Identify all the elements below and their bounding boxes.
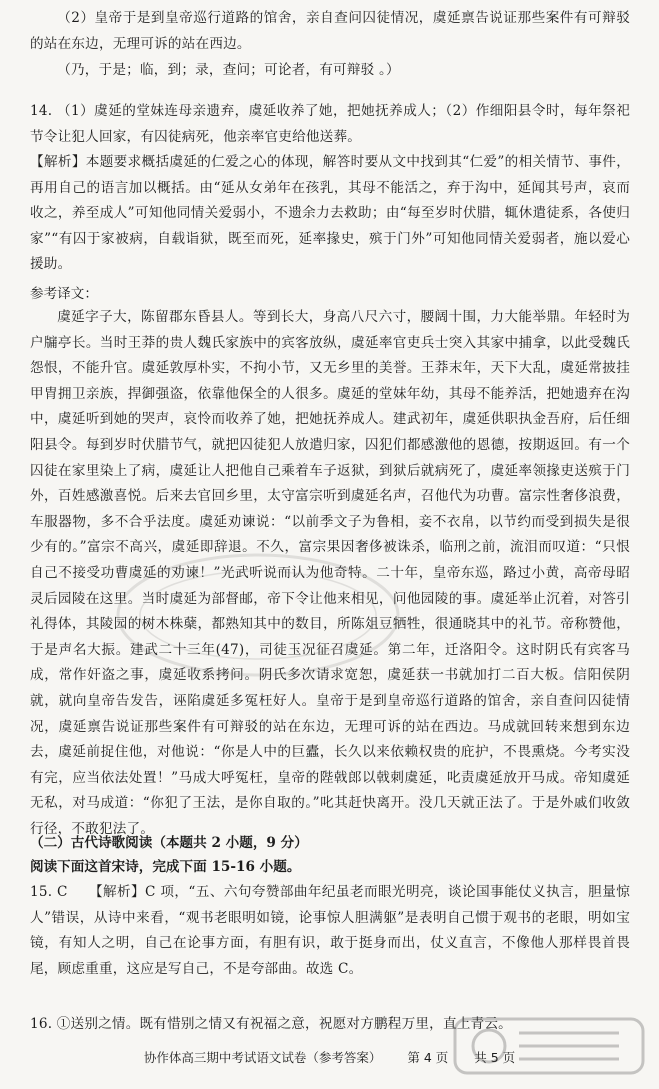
poetry-section-title: （二）古代诗歌阅读（本题共 2 小题，9 分） bbox=[30, 835, 308, 851]
q15-answer: 15. C 【解析】C 项，“五、六句夸赞部曲年纪虽老而眼光明亮，谈论国事能仗义执言，胆量惊人”错误，从诗中来看，“观书老眼明如镜，论事惊人胆满躯”是表明自己惯于观书的老眼，明如宝镜，有知人之明，自己在论事方面，有胆有识，敢于挺身而出，仗义直言，不像他人那样畏首畏尾，顾虑重重，这应是写自己，不是夸部曲。故选 C。 bbox=[30, 884, 630, 977]
q16-answer: 16. ①送别之情。既有惜别之情又有祝福之意，祝愿对方鹏程万里，直上青云。 bbox=[30, 1016, 512, 1032]
gloss-line: （乃，于是；临，到；录，查问；可论者，有可辩驳 。） bbox=[57, 62, 400, 78]
answer-line-2: （2）皇帝于是到皇帝巡行道路的馆舍，亲自查问囚徒情况，虞延禀告说证那些案件有可辩驳的站在东边，无理可诉的站在西边。 bbox=[30, 10, 630, 52]
translation-body: 虞延字子大，陈留郡东昏县人。等到长大，身高八尺六寸，腰阔十围，力大能举鼎。年轻时为户牖亭长。当时王莽的贵人魏氏家族中的宾客放纵，虞延率官吏兵士突入其家中捕拿，以此受魏氏怨恨，不能升官。虞延敦厚朴实，不拘小节，又无乡里的美誉。王莽末年，天下大乱，虞延常披挂甲胄拥卫亲族，捍御强盗，依靠他保全的人很多。虞延的堂妹年幼，其母不能养活，把她遗弃在沟中，虞延听到她的哭声，哀怜而收养了她，把她抚养成人。建武初年，虞延供职执金吾府，后任细阳县令。每到岁时伏腊节气，就把囚徒犯人放遣归家，囚犯们都感激他的恩德，按期返回。有一个囚徒在家里染上了病，虞延让人把他自己乘着车子返狱，到狱后就病死了，虞延率领掾吏送殡于门外，百姓感激喜悦。后来去官回乡里，太守富宗听到虞延名声，召他代为功曹。富宗性奢侈浪费，车服器物，多不合乎法度。虞延劝谏说：“以前季文子为鲁相，妾不衣帛，以节约而受到损失是很少有的。”富宗不高兴，虞延即辞退。不久，富宗果因奢侈被诛杀，临刑之前，流泪而叹道：“只恨自己不接受功曹虞延的劝谏！”光武听说而认为他奇特。二十年，皇帝东巡，路过小黄，高帝母昭灵后园陵在这里。当时虞延为部督邮，帝下令让他来相见，问他园陵的事。虞延举止沉着，对答引礼得体，其陵园的树木株蘖，都熟知其中的数目，所陈俎豆牺牲，很通晓其中的礼节。帝称赞他，于是声名大振。建武二十三年(47)，司徒玉况征召虞延。第二年，迁洛阳令。这时阴氏有宾客马成，常作奸盗之事，虞延收系拷问。阴氏多次请求宽恕，虞延获一书就加打二百大板。信阳侯阴就，就向皇帝告发告，诬陷虞延多冤枉好人。皇帝于是到皇帝巡行道路的馆舍，亲自查问囚徒情况，虞延禀告说证那些案件有可辩驳的站在东边，无理可诉的站在西边。马成就回转来想到东边去，虞延前捉住他，对他说：“你是人中的巨蠹，长久以来依赖权贵的庇护，不畏熏烧。今考实没有完，应当依法处置！”马成大呼冤枉，皇帝的陛戟郎以戟刺虞延，叱责虞延放开马成。帝知虞延无私，对马成道：“你犯了王法，是你自取的。”叱其赶快离开。没几天就正法了。于是外戚们收敛行径，不敢犯法了。 bbox=[30, 309, 630, 837]
poetry-instruction: 阅读下面这首宋诗，完成下面 15-16 小题。 bbox=[30, 859, 301, 875]
translation-heading: 参考译文： bbox=[30, 286, 98, 302]
q14-analysis: 【解析】本题要求概括虞延的仁爱之心的体现，解答时要从文中找到其“仁爱”的相关情节、事件，再用自己的语言加以概括。由“延从女弟年在孩乳，其母不能活之，弃于沟中，延闻其号声，哀而收之，养至成人”可知他同情关爱弱小，不遗余力去救助；由“每至岁时伏腊，辄休遣徒系，各使归家”“有囚于家被病，自载诣狱，既至而死，延率掾史，殡于门外”可知他同情关爱弱者，施以爱心援助。 bbox=[30, 154, 630, 273]
footer-total-pages: 共 5 页 bbox=[474, 1050, 516, 1065]
footer-page-number: 第 4 页 bbox=[407, 1050, 449, 1065]
q14-answer: 14. （1）虞延的堂妹连母亲遗弃，虞延收养了她，把她抚养成人；（2）作细阳县令时，每年祭祀节令让犯人回家，有囚徒病死，他亲率官吏给他送葬。 bbox=[30, 103, 630, 145]
footer-doc-title: 协作体高三期中考试语文试卷（参考答案） bbox=[143, 1050, 382, 1065]
page-footer bbox=[0, 1048, 659, 1066]
